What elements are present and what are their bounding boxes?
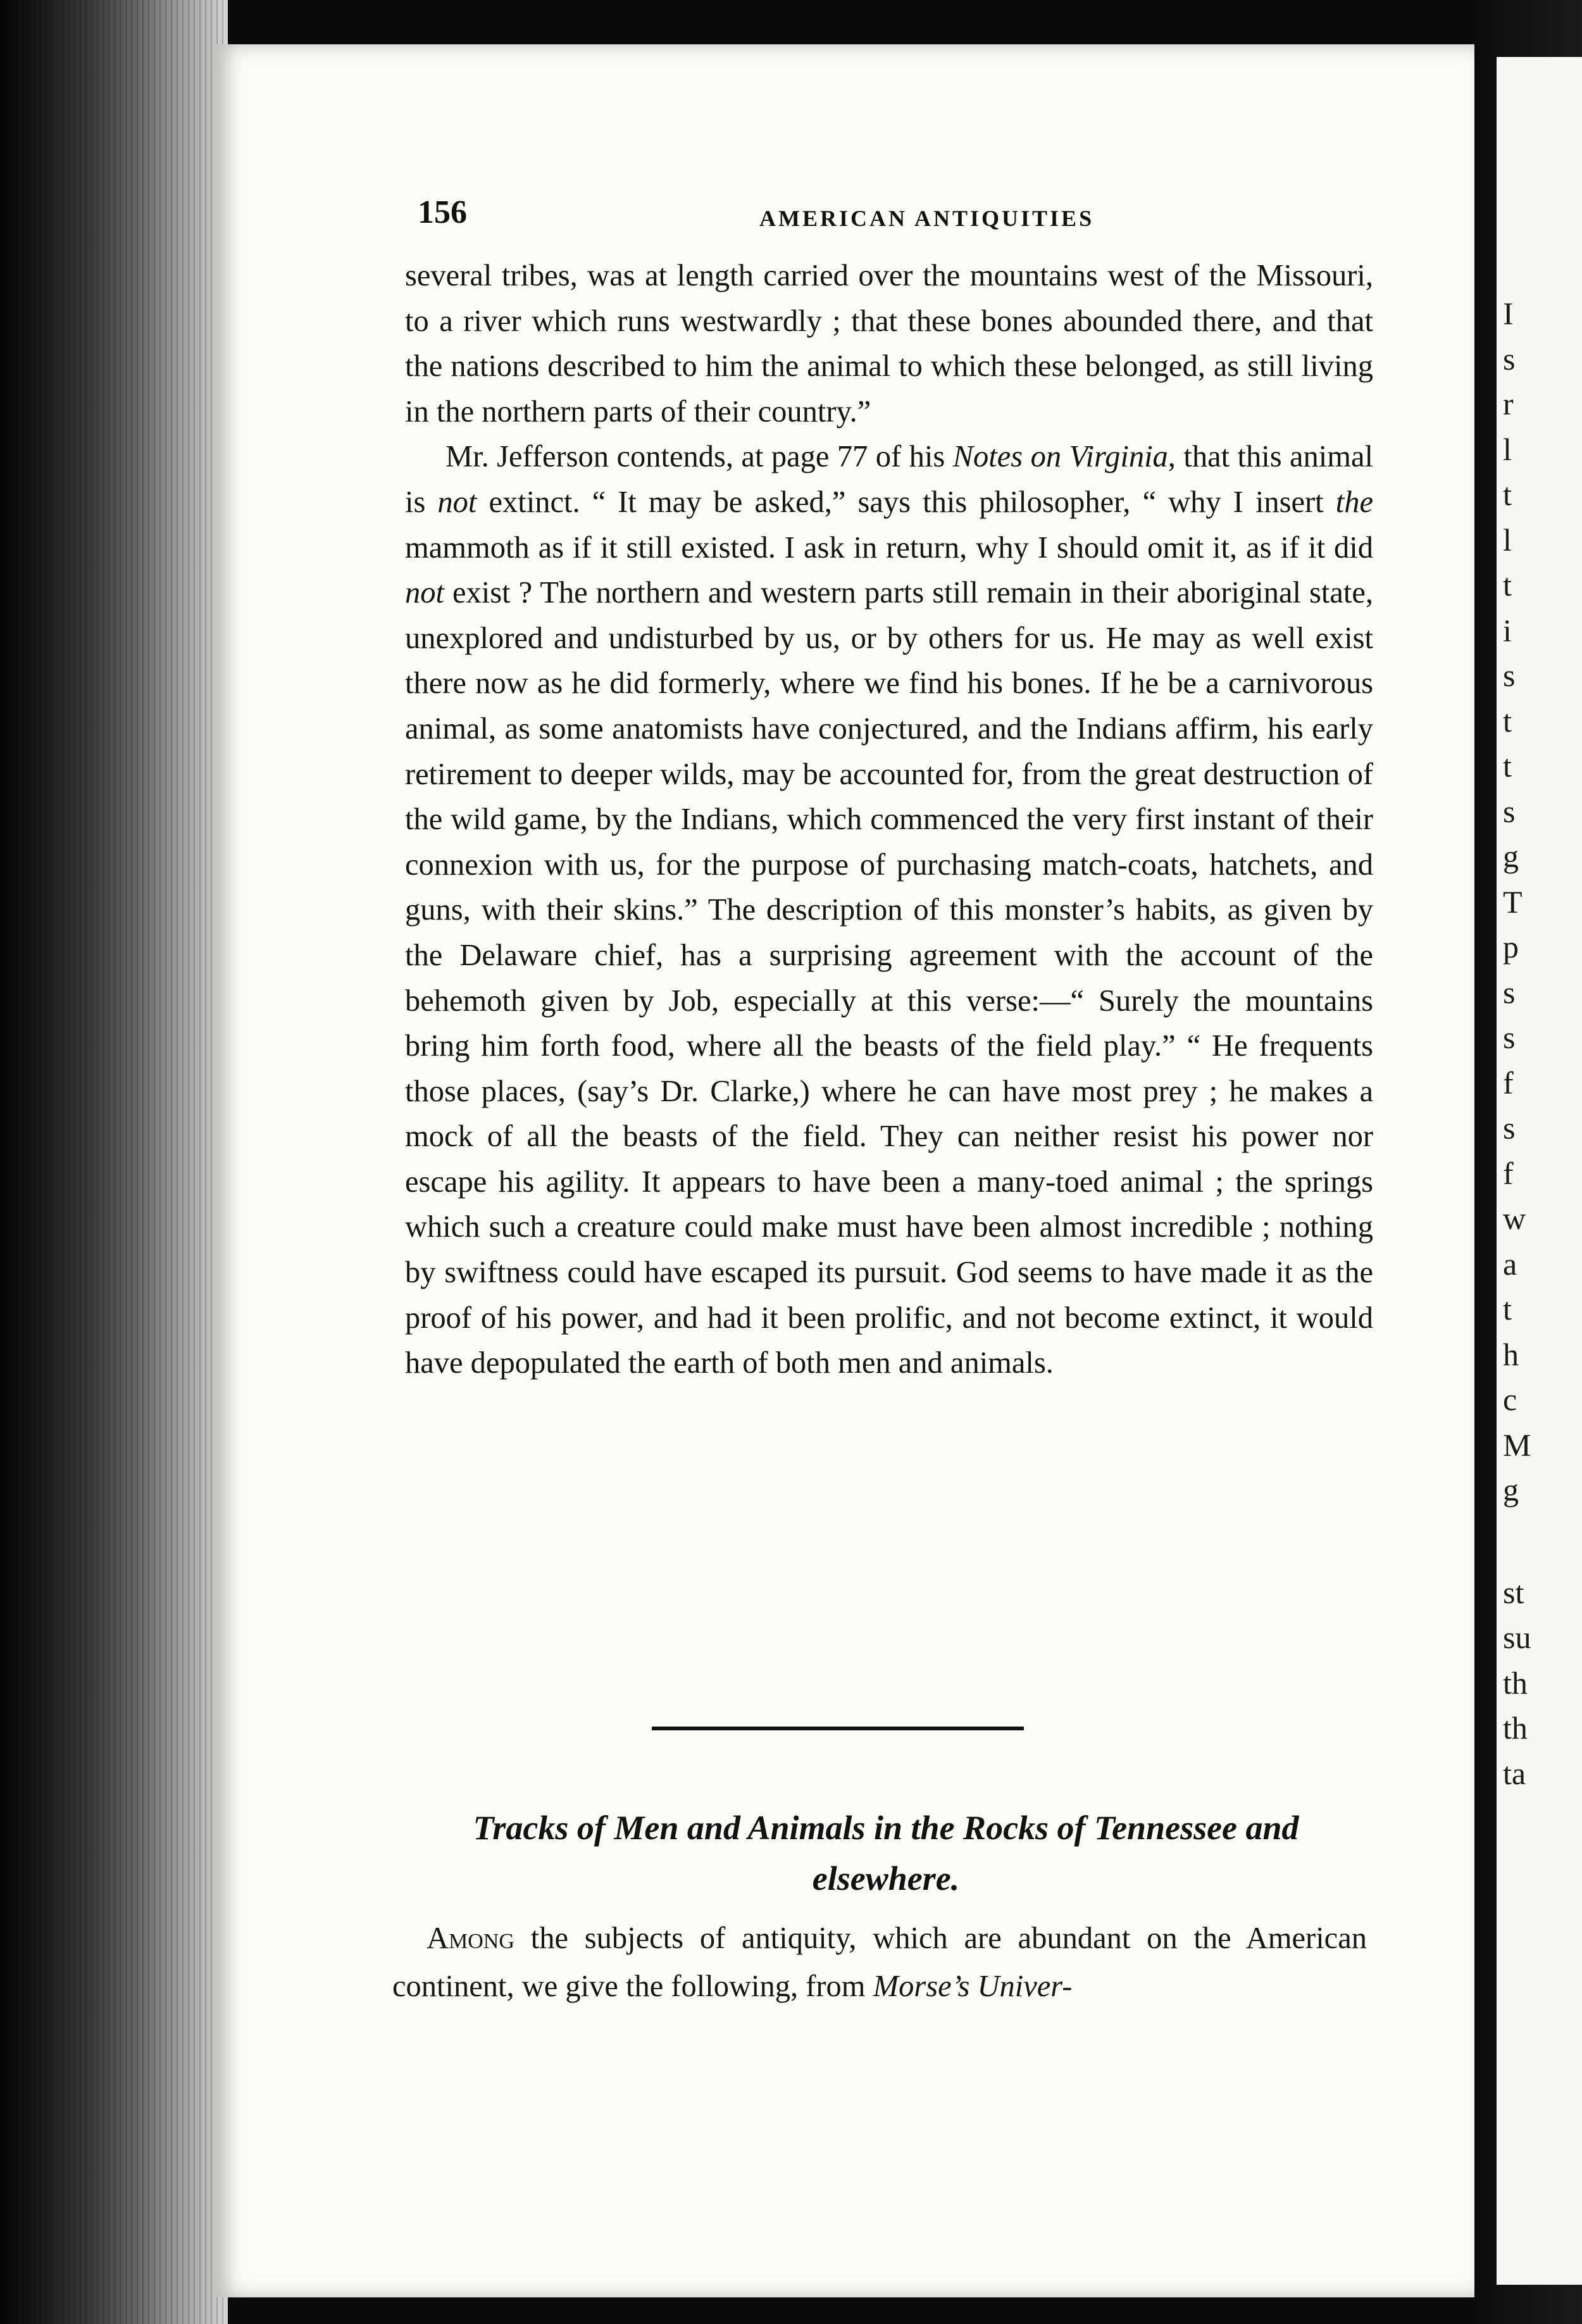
- italic-word: not: [405, 576, 444, 610]
- adjacent-page-letter: ta: [1503, 1755, 1526, 1791]
- adjacent-page-letter: t: [1503, 567, 1512, 603]
- section-paragraph: [392, 1915, 1367, 2011]
- adjacent-page-letter: i: [1503, 612, 1512, 648]
- binding-texture: [0, 0, 228, 2324]
- adjacent-page-letter: s: [1503, 1110, 1516, 1146]
- running-head: AMERICAN ANTIQUITIES: [759, 206, 1095, 231]
- adjacent-page-letter: t: [1503, 703, 1512, 739]
- section-divider: [652, 1727, 1024, 1730]
- adjacent-page-letter: l: [1503, 431, 1512, 467]
- adjacent-page-letter: g: [1503, 839, 1519, 874]
- adjacent-page-letter: l: [1503, 522, 1512, 558]
- italic-word: the: [1335, 485, 1373, 519]
- page-number: 156: [418, 194, 467, 230]
- adjacent-page-letter: su: [1503, 1620, 1531, 1655]
- page-header: [418, 194, 1405, 238]
- text-run: exist ? The northern and western parts still remain in their aboriginal state, unexplored and undisturbed by us, or by others for us. He may as well exist there now as he did formerly, where we find his bones. If he be a carnivorous animal, as some anatomists have conjectured, and the Indians affirm, his early retirement to deeper wilds, may be accounted for, from the great destruction of the wild game, by the Indians, which commenced the very first instant of their connexion with us, for the purpose of purchasing match-coats, hatchets, and guns, with their skins.” The description of this monster’s habits, as given by the Delaware chief, has a surprising agreement with the account of the behemoth given by Job, especially at this verse:—“ Surely the mountains bring him forth food, where all the beasts of the field play.” “ He frequents those places, (say’s Dr. Clarke,) where he can have most prey ; he makes a mock of all the beasts of the field. They can neither resist his power nor escape his agility. It appears to have been a many-toed animal ; the springs which such a creature could make must have been almost incredible ; nothing by swiftness could have escaped its pursuit. God seems to have made it as the proof of his power, and had it been prolific, and not become extinct, it would have depopulated the earth of both men and animals.: [405, 576, 1373, 1380]
- adjacent-page-letter: M: [1503, 1427, 1531, 1463]
- adjacent-page-letter: a: [1503, 1246, 1517, 1282]
- adjacent-page-letter: s: [1503, 658, 1516, 693]
- italic-word: not: [437, 485, 477, 519]
- adjacent-page-letter: T: [1503, 884, 1523, 920]
- section-title-line-2: elsewhere.: [812, 1859, 960, 1897]
- text-run: , that this animal is: [405, 440, 1374, 519]
- adjacent-page-letter: f: [1503, 1065, 1514, 1101]
- text-run: mammoth as if it still existed. I ask in return, why I should omit it, as if it did: [405, 530, 1373, 565]
- adjacent-page-letter: t: [1503, 1291, 1512, 1327]
- text-run: extinct. “ It may be asked,” says this philosopher, “ why I insert: [476, 485, 1336, 519]
- section-title-line-1: Tracks of Men and Animals in the Rocks of Tennessee and: [473, 1809, 1299, 1847]
- italic-title: Morse’s Univer-: [873, 1970, 1073, 2003]
- adjacent-page-letter: th: [1503, 1665, 1528, 1701]
- adjacent-page-letter: w: [1503, 1201, 1526, 1236]
- section-body: [392, 1915, 1367, 2011]
- adjacent-page-letter: th: [1503, 1710, 1528, 1746]
- text-run: Mr. Jefferson contends, at page 77 of his: [445, 440, 953, 474]
- adjacent-page-letter: st: [1503, 1574, 1524, 1610]
- paragraph-2: [405, 434, 1373, 1385]
- section-title: [405, 1802, 1367, 1904]
- adjacent-page-letter: s: [1503, 974, 1516, 1010]
- adjacent-page-letter: g: [1503, 1472, 1519, 1508]
- adjacent-page-letter: t: [1503, 477, 1512, 512]
- adjacent-page-letter: s: [1503, 1020, 1516, 1055]
- adjacent-page-letter: s: [1503, 340, 1516, 377]
- adjacent-page-letter: s: [1503, 793, 1516, 829]
- adjacent-page-letter: f: [1503, 1155, 1514, 1191]
- lead-word: Among: [427, 1921, 514, 1955]
- body-text: [405, 253, 1373, 1386]
- italic-title: Notes on Virginia: [952, 440, 1168, 474]
- adjacent-page-letter: h: [1503, 1336, 1519, 1372]
- adjacent-page-letter: r: [1503, 386, 1514, 422]
- text-run: the subjects of antiquity, which are abundant on the American continent, we give the following, from: [392, 1921, 1367, 2003]
- adjacent-page-edge: [1497, 57, 1582, 2285]
- adjacent-page-letter: c: [1503, 1382, 1517, 1417]
- adjacent-page-letter: t: [1503, 748, 1512, 784]
- paragraph-1: several tribes, was at length carried over the mountains west of the Missouri, to a river which runs westwardly ; that these bones abounded there, and that the nations described to him the animal to which these belonged, as still living in the northern parts of their country.”: [405, 259, 1373, 428]
- adjacent-page-letter: p: [1503, 929, 1519, 965]
- adjacent-page-letter: I: [1503, 296, 1514, 331]
